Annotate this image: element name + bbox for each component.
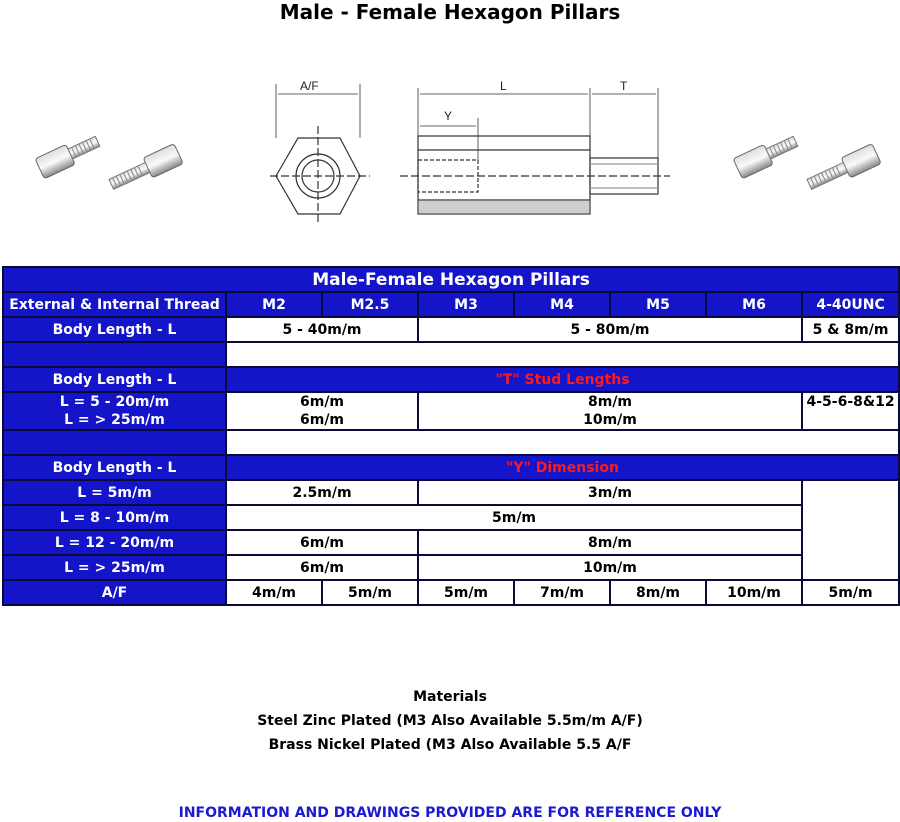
- stud-value: 6m/m: [299, 394, 345, 410]
- y-value: 3m/m: [418, 480, 802, 505]
- thread-m3: M3: [418, 292, 514, 317]
- stud-value: 6m/m: [299, 412, 345, 428]
- body-length-m2-m25: 5 - 40m/m: [226, 317, 418, 342]
- thread-4-40unc: 4-40UNC: [802, 292, 899, 317]
- spacer-label: [3, 430, 226, 455]
- stud-heading: "T" Stud Lengths: [226, 367, 899, 392]
- af-value: 5m/m: [802, 580, 899, 605]
- af-value: 7m/m: [514, 580, 610, 605]
- spec-table: [2, 266, 900, 606]
- page-title: Male - Female Hexagon Pillars: [279, 0, 621, 24]
- spacer-row: [226, 430, 899, 455]
- thread-m4: M4: [514, 292, 610, 317]
- y-heading: "Y" Dimension: [226, 455, 899, 480]
- stud-row-labels: [3, 392, 226, 430]
- table-heading: Male-Female Hexagon Pillars: [3, 267, 899, 292]
- body-length-label: Body Length - L: [3, 317, 226, 342]
- stud-unc: 4-5-6-8&12: [802, 392, 899, 430]
- materials-heading: Materials: [413, 689, 487, 705]
- y-value: 5m/m: [226, 505, 802, 530]
- body-length-m3-m6: 5 - 80m/m: [418, 317, 802, 342]
- stud-value: 8m/m: [587, 394, 633, 410]
- body-length-unc: 5 & 8m/m: [802, 317, 899, 342]
- y-row-label: L = 5m/m: [3, 480, 226, 505]
- y-unc-blank: [802, 480, 899, 580]
- stud-value: 10m/m: [583, 412, 637, 428]
- af-dimension-label: A/F: [300, 79, 319, 93]
- t-dimension-label: T: [620, 79, 628, 93]
- pillar-photo-left: [30, 128, 200, 198]
- thread-m2-5: M2.5: [322, 292, 418, 317]
- thread-header: External & Internal Thread: [3, 292, 226, 317]
- y-value: 6m/m: [226, 530, 418, 555]
- materials-line-brass: Brass Nickel Plated (M3 Also Available 5.5 A/F: [268, 737, 632, 753]
- af-value: 5m/m: [322, 580, 418, 605]
- l-dimension-label: L: [500, 79, 507, 93]
- y-dimension-label: Y: [444, 109, 453, 123]
- af-label: A/F: [3, 580, 226, 605]
- disclaimer: INFORMATION AND DRAWINGS PROVIDED ARE FOR REFERENCE ONLY: [178, 805, 722, 821]
- thread-m6: M6: [706, 292, 802, 317]
- y-value: 10m/m: [418, 555, 802, 580]
- thread-m5: M5: [610, 292, 706, 317]
- y-row-label: L = > 25m/m: [3, 555, 226, 580]
- af-value: 4m/m: [226, 580, 322, 605]
- af-value: 10m/m: [706, 580, 802, 605]
- spacer-row: [226, 342, 899, 367]
- stud-row-label: L = > 25m/m: [64, 412, 165, 428]
- af-value: 8m/m: [610, 580, 706, 605]
- pillar-photo-right: [728, 128, 898, 198]
- y-row-label: L = 8 - 10m/m: [3, 505, 226, 530]
- stud-m2-m25: [226, 392, 418, 430]
- stud-m3-m6: [418, 392, 802, 430]
- y-value: 2.5m/m: [226, 480, 418, 505]
- materials-line-steel: Steel Zinc Plated (M3 Also Available 5.5m/m A/F): [257, 713, 643, 729]
- y-row-label: L = 12 - 20m/m: [3, 530, 226, 555]
- y-value: 6m/m: [226, 555, 418, 580]
- pillar-dimension-drawing: [260, 74, 680, 234]
- y-value: 8m/m: [418, 530, 802, 555]
- stud-row-label: L = 5 - 20m/m: [59, 394, 170, 410]
- y-body-length-label: Body Length - L: [3, 455, 226, 480]
- materials-section: [0, 685, 900, 757]
- thread-m2: M2: [226, 292, 322, 317]
- af-value: 5m/m: [418, 580, 514, 605]
- stud-body-length-label: Body Length - L: [3, 367, 226, 392]
- spacer-label: [3, 342, 226, 367]
